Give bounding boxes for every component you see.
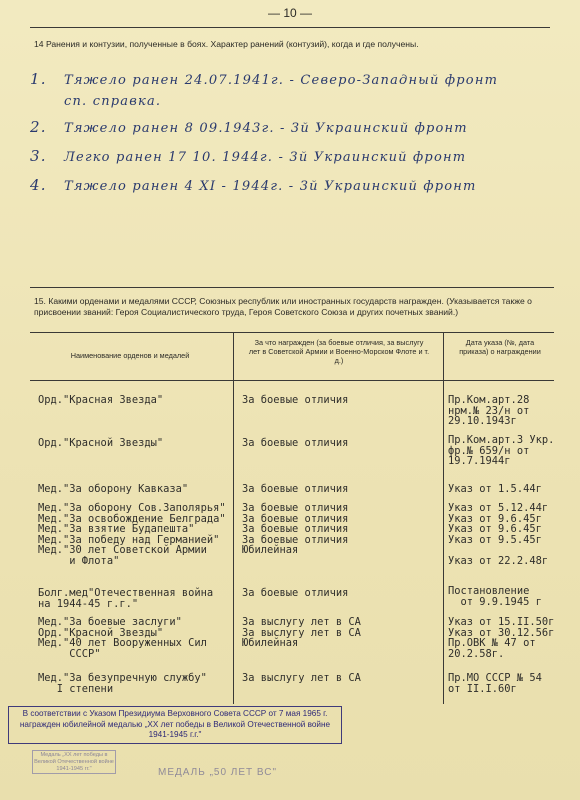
award-reason-7: За выслугу лет в СА [242,672,361,684]
award-name-4: Мед."За оборону Сов.Заполярья" Мед."За освобождение Белграда" Мед."За взятие Будапешта" Мед."За победу над Германией" Мед."30 лет Советской Армии и Флота" [38,502,226,567]
wound-number: 4. [30,176,47,194]
award-date-3: Указ от 1.5.44г [448,483,542,495]
award-date-2: Пр.Ком.арт.3 Укр. фр.№ 659/н от 19.7.1944г [448,434,555,467]
award-name-3: Мед."За оборону Кавказа" [38,483,189,495]
wound-entry-1-cont [64,94,161,109]
table-top-rule [30,332,554,333]
award-name-7: Мед."За безупречную службу" I степени [38,672,207,695]
wound-text: Тяжело ранен 8 09.1943г. - 3й Украинский фронт [64,121,468,136]
award-date-6: Указ от 15.II.50г Указ от 30.12.56г Пр.ОВК № 47 от 20.2.58г. [448,616,555,660]
award-name-1: Орд."Красная Звезда" [38,394,164,406]
faint-medal-stamp: Медаль „XX лет победы в Великой Отечественной войне 1941-1945 гг." [32,750,116,774]
wound-number: 2. [30,118,47,136]
award-reason-1: За боевые отличия [242,394,349,406]
table-col-divider-1 [233,332,234,704]
wound-text-cont: сп. справка. [64,94,162,109]
table-col-divider-2 [443,332,444,704]
award-reason-5: За боевые отличия [242,587,349,599]
wound-entry-3 [30,147,466,165]
jubilee-medal-stamp: В соответствии с Указом Президиума Верховного Совета СССР от 7 мая 1965 г. награжден юбилейной медалью „XX лет победы в Великой Отечественной войне 1941-1945 г.г." [8,706,342,744]
wound-text: Тяжело ранен 24.07.1941г. - Северо-Западный фронт [64,73,499,88]
bottom-medal-stamp: МЕДАЛЬ „50 ЛЕТ ВС" [158,767,278,778]
wound-entry-2 [30,118,468,136]
wound-entry-4 [30,176,477,194]
page-number: — 10 — [267,6,312,20]
table-header-rule [30,380,554,381]
award-name-5: Болг.мед"Отечественная война на 1944-45 г.г." [38,587,214,610]
award-reason-2: За боевые отличия [242,437,349,449]
top-rule [30,27,550,28]
section-divider [30,287,554,288]
header-col-names: Наименование орденов и медалей [70,351,190,360]
wound-entry-1 [30,70,498,88]
header-col-date: Дата указа (№, дата приказа) о награждении [459,338,541,356]
wound-number: 1. [30,70,47,88]
award-date-4: Указ от 5.12.44г Указ от 9.6.45г Указ от 9.6.45г Указ от 9.5.45г Указ от 22.2.48г [448,502,549,567]
wound-number: 3. [30,147,47,165]
award-reason-6: За выслугу лет в СА За выслугу лет в СА Юбилейная [242,616,361,649]
award-date-1: Пр.Ком.арт.28 нрм.№ 23/н от 29.10.1943г [448,394,530,427]
header-col-reason: За что награжден (за боевые отличия, за выслугу лет в Советской Армии и Военно-Морском Флоте и т. д.) [248,338,430,365]
wound-text: Легко ранен 17 10. 1944г. - 3й Украинский фронт [64,150,467,165]
award-reason-3: За боевые отличия [242,483,349,495]
award-date-5: Постановление от 9.9.1945 г [448,585,542,608]
award-reason-4: За боевые отличия За боевые отличия За боевые отличия За боевые отличия Юбилейная [242,502,349,556]
award-name-2: Орд."Красной Звезды" [38,437,164,449]
award-name-6: Мед."За боевые заслуги" Орд."Красной Звезды" Мед."40 лет Вооруженных Сил СССР" [38,616,207,660]
q14-title: 14 Ранения и контузии, полученные в боях. Характер ранений (контузий), когда и где получены. [34,39,419,49]
award-date-7: Пр.МО СССР № 54 от II.I.60г [448,672,542,695]
wound-text: Тяжело ранен 4 XI - 1944г. - 3й Украинский фронт [64,179,477,194]
q15-title: 15. Какими орденами и медалями СССР, Союзных республик или иностранных государств награжден. (Указывается также о присвоении званий: Героя Социалистического труда, Героя Советского Союза и других почетных званий.) [34,296,532,317]
